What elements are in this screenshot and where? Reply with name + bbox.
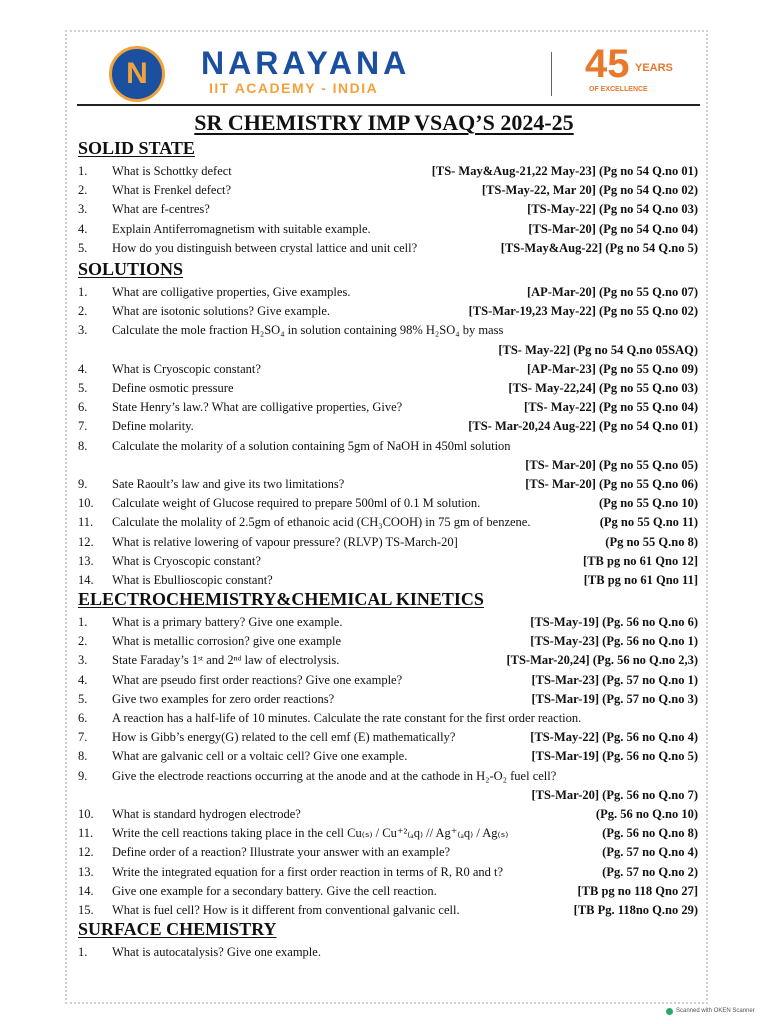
narayana-logo-icon <box>109 46 165 102</box>
question-reference: [AP-Mar-23] (Pg no 55 Q.no 09) <box>526 361 698 376</box>
question-text: A reaction has a half-life of 10 minutes. Calculate the rate constant for the first order reaction. <box>112 711 582 725</box>
question-row <box>78 805 698 824</box>
question-reference: [TS-Mar-19,23 May-22] (Pg no 55 Q.no 02) <box>468 304 698 319</box>
question-number: 7. <box>78 730 88 745</box>
question-reference: [TB pg no 61 Qno 12] <box>583 553 698 568</box>
question-text: What are f-centres? <box>112 202 210 217</box>
question-reference: [TB Pg. 118no Q.no 29) <box>573 903 698 917</box>
question-text: Define molarity. <box>112 419 194 434</box>
question-reference: (Pg. 56 no Q.no 10) <box>595 807 698 821</box>
question-number: 2. <box>78 634 88 649</box>
question-number: 6. <box>78 400 88 415</box>
question-row <box>78 943 698 962</box>
brand-subtitle: IIT ACADEMY - INDIA <box>209 80 379 96</box>
brand-name: NARAYANA <box>201 45 411 81</box>
question-reference-continued: [TS- Mar-20] (Pg no 55 Q.no 05) <box>525 457 698 472</box>
question-reference: [TS-May-22] (Pg no 54 Q.no 03) <box>527 202 698 217</box>
question-text: What is fuel cell? How is it different from conventional galvanic cell. <box>112 903 460 917</box>
scanner-icon <box>666 1008 673 1015</box>
section-heading-solid: SOLID STATE <box>78 138 195 158</box>
question-number: 14. <box>78 573 94 587</box>
question-reference: [TB pg no 61 Qno 11] <box>583 573 698 587</box>
years-tag: OF EXCELLENCE <box>589 86 648 93</box>
question-row <box>78 747 698 766</box>
header-divider <box>551 52 552 96</box>
question-reference: [TS-May-19] (Pg. 56 no Q.no 6) <box>530 615 698 629</box>
question-reference-continued: [TS-Mar-20] (Pg. 56 no Q.no 7) <box>531 787 698 802</box>
question-text: Give the electrode reactions occurring at the anode and at the cathode in H₂-O₂ fuel cell? <box>112 768 557 783</box>
question-number: 14. <box>78 883 94 898</box>
question-number: 11. <box>78 826 94 841</box>
question-number: 3. <box>78 202 88 217</box>
question-reference: [TS-Mar-20] (Pg no 54 Q.no 04) <box>528 221 698 236</box>
question-text: Give two examples for zero order reactions? <box>112 691 335 706</box>
question-text: Calculate the molarity of a solution containing 5gm of NaOH in 450ml solution <box>112 438 511 453</box>
question-text: Give one example for a secondary battery. Give the cell reaction. <box>112 883 437 898</box>
question-number: 1. <box>78 285 88 299</box>
question-row <box>78 843 698 862</box>
question-number: 3. <box>78 653 88 668</box>
question-number: 8. <box>78 749 88 764</box>
question-text: Sate Raoult’s law and give its two limitations? <box>112 477 345 491</box>
question-text: What is autocatalysis? Give one example. <box>112 945 321 959</box>
narayana-header <box>105 42 685 102</box>
question-reference: (Pg no 55 Q.no 11) <box>599 515 698 530</box>
question-reference: (Pg no 55 Q.no 10) <box>599 496 698 511</box>
question-reference: [TS- May&Aug-21,22 May-23] (Pg no 54 Q.no 01) <box>431 164 698 178</box>
question-reference: (Pg no 55 Q.no 8) <box>605 534 698 549</box>
question-row <box>78 709 698 728</box>
question-reference: [TS-Mar-19] (Pg. 56 no Q.no 5) <box>531 749 698 764</box>
question-row <box>78 690 698 709</box>
question-text: How is Gibb’s energy(G) related to the cell emf (E) mathematically? <box>112 730 456 745</box>
question-row <box>78 728 698 747</box>
question-number: 10. <box>78 496 94 511</box>
question-reference: [TS-May&Aug-22] (Pg no 54 Q.no 5) <box>500 240 698 255</box>
question-number: 5. <box>78 691 88 706</box>
question-reference: [TS-May-22, Mar 20] (Pg no 54 Q.no 02) <box>481 183 698 198</box>
question-text: Calculate the mole fraction H₂SO₄ in solution containing 98% H₂SO₄ by mass <box>112 323 504 338</box>
question-number: 9. <box>78 768 88 783</box>
question-text: Write the integrated equation for a first order reaction in terms of R, R0 and t? <box>112 864 504 879</box>
question-row <box>78 379 698 398</box>
question-number: 1. <box>78 945 88 959</box>
question-text: What is metallic corrosion? give one example <box>112 634 342 649</box>
question-row <box>78 613 698 632</box>
question-row <box>78 767 698 786</box>
years-badge-icon <box>585 42 675 102</box>
question-row <box>78 239 698 258</box>
scanner-watermark: Scanned with OKEN Scanner <box>676 1008 755 1014</box>
question-text: What is Ebullioscopic constant? <box>112 573 273 587</box>
question-reference: [TB pg no 118 Qno 27] <box>577 883 698 898</box>
question-row <box>78 283 698 302</box>
question-text: State Henry’s law.? What are colligative properties, Give? <box>112 400 403 415</box>
page-title: SR CHEMISTRY IMP VSAQ’S 2024-25 <box>194 110 574 135</box>
question-row <box>78 901 698 920</box>
question-row <box>78 494 698 513</box>
question-text: What are isotonic solutions? Give example. <box>112 304 330 319</box>
question-number: 2. <box>78 304 88 319</box>
question-text: State Faraday’s 1ˢᵗ and 2ⁿᵈ law of electrolysis. <box>112 653 340 668</box>
question-row <box>78 533 698 552</box>
question-number: 13. <box>78 553 94 568</box>
question-reference: [AP-Mar-20] (Pg no 55 Q.no 07) <box>526 285 698 299</box>
question-number: 12. <box>78 845 94 860</box>
question-number: 13. <box>78 864 94 879</box>
section-heading-solutions: SOLUTIONS <box>78 259 184 279</box>
question-number: 8. <box>78 438 88 453</box>
question-number: 4. <box>78 361 88 376</box>
question-number: 2. <box>78 183 88 198</box>
question-number: 7. <box>78 419 88 434</box>
question-reference: [TS-Mar-20,24] (Pg. 56 no Q.no 2,3) <box>506 653 698 668</box>
question-text: How do you distinguish between crystal lattice and unit cell? <box>112 240 418 255</box>
question-reference: [TS-May-22] (Pg. 56 no Q.no 4) <box>530 730 698 745</box>
question-number: 6. <box>78 711 88 725</box>
question-row <box>78 632 698 651</box>
question-row <box>78 220 698 239</box>
section-heading-electro: ELECTROCHEMISTRY&CHEMICAL KINETICS <box>78 589 484 609</box>
question-row <box>78 437 698 456</box>
logo-letter: N <box>126 57 148 90</box>
question-number: 10. <box>78 807 94 821</box>
question-reference: [TS- May-22,24] (Pg no 55 Q.no 03) <box>508 381 698 395</box>
header-rule <box>77 104 700 106</box>
question-reference: [TS-Mar-19] (Pg. 57 no Q.no 3) <box>531 691 698 706</box>
question-reference: [TS- May-22] (Pg no 55 Q.no 04) <box>524 400 698 415</box>
question-text: What are pseudo first order reactions? Give one example? <box>112 672 403 687</box>
question-text: What is Cryoscopic constant? <box>112 361 261 376</box>
years-label: YEARS <box>635 62 673 74</box>
question-text: What is Cryoscopic constant? <box>112 553 261 568</box>
question-text: What are galvanic cell or a voltaic cell? Give one example. <box>112 749 408 764</box>
question-row <box>78 360 698 379</box>
years-number: 45 <box>585 42 630 86</box>
question-reference: [TS-Mar-23] (Pg. 57 no Q.no 1) <box>531 672 698 687</box>
question-row <box>78 552 698 571</box>
question-row <box>78 882 698 901</box>
question-number: 1. <box>78 615 88 629</box>
question-text: Calculate the molality of 2.5gm of ethanoic acid (CH₃COOH) in 75 gm of benzene. <box>112 515 531 530</box>
question-text: What is a primary battery? Give one example. <box>112 615 343 629</box>
question-row <box>78 302 698 321</box>
question-number: 3. <box>78 323 88 338</box>
question-number: 15. <box>78 903 94 917</box>
question-text: What is relative lowering of vapour pressure? (RLVP) TS-March-20] <box>112 534 458 549</box>
question-row <box>78 571 698 590</box>
question-row <box>78 651 698 670</box>
question-reference: (Pg. 57 no Q.no 2) <box>602 864 698 879</box>
question-text: Write the cell reactions taking place in the cell Cu₍ₛ₎ / Cu⁺²₍ₐq₎ // Ag⁺₍ₐq₎ / Ag₍ₛ₎ <box>112 826 509 841</box>
section-heading-surface: SURFACE CHEMISTRY <box>78 919 277 939</box>
question-text: Define osmotic pressure <box>112 381 234 395</box>
question-row <box>78 398 698 417</box>
question-text: Define order of a reaction? Illustrate your answer with an example? <box>112 845 451 860</box>
question-reference: [TS- Mar-20,24 Aug-22] (Pg no 54 Q.no 01) <box>468 419 698 434</box>
question-number: 9. <box>78 477 88 491</box>
question-row <box>78 863 698 882</box>
question-text: Explain Antiferromagnetism with suitable example. <box>112 221 371 236</box>
question-text: Calculate weight of Glucose required to prepare 500ml of 0.1 M solution. <box>112 496 481 511</box>
question-row <box>78 671 698 690</box>
question-reference: (Pg. 57 no Q.no 4) <box>602 845 698 860</box>
question-row <box>78 200 698 219</box>
question-row <box>78 475 698 494</box>
question-reference: [TS- Mar-20] (Pg no 55 Q.no 06) <box>525 477 698 491</box>
question-row <box>78 162 698 181</box>
question-number: 12. <box>78 534 94 549</box>
question-row <box>78 181 698 200</box>
question-number: 4. <box>78 672 88 687</box>
question-number: 5. <box>78 381 88 395</box>
question-number: 4. <box>78 221 88 236</box>
question-reference: [TS-May-23] (Pg. 56 no Q.no 1) <box>530 634 698 649</box>
question-number: 1. <box>78 164 88 178</box>
question-row <box>78 824 698 843</box>
question-text: What is Frenkel defect? <box>112 183 232 198</box>
question-number: 5. <box>78 240 88 255</box>
question-text: What is Schottky defect <box>112 164 232 178</box>
question-row <box>78 513 698 532</box>
question-text: What is standard hydrogen electrode? <box>112 807 301 821</box>
question-number: 11. <box>78 515 94 530</box>
question-reference-continued: [TS- May-22] (Pg no 54 Q.no 05SAQ) <box>498 342 698 357</box>
question-reference: (Pg. 56 no Q.no 8) <box>602 826 698 841</box>
question-text: What are colligative properties, Give examples. <box>112 285 351 299</box>
question-row <box>78 321 698 340</box>
question-row <box>78 417 698 436</box>
